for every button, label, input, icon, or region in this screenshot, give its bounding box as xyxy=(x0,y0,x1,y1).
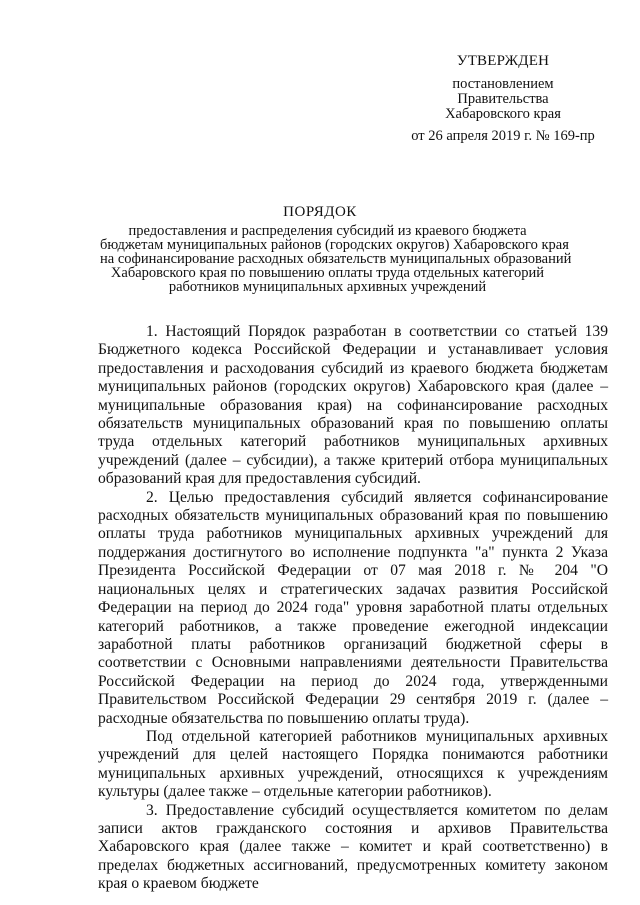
paragraph-4: 3. Предоставление субсидий осуществляется комитетом по делам записи актов гражданского состояния и архивов Правительства Хабаровского края (далее также – комитет и край соответственно) в пределах бюджетных ассигнований, предусмотренных комитету законом края о краевом бюджете xyxy=(98,801,608,893)
approval-block xyxy=(398,54,608,144)
document-subtitle xyxy=(100,223,572,295)
approval-by-line: постановлением xyxy=(452,76,554,92)
subtitle-line: бюджетам муниципальных районов (городских округов) Хабаровского края xyxy=(100,237,569,253)
paragraph-2: 2. Целью предоставления субсидий является софинансирование расходных обязательств муниципальных образований края по повышению оплаты труда работников муниципальных архивных учреждений для поддержания достигнутого во исполнение подпункта "а" пункта 2 Указа Президента Российской Федерации от 07 мая 2018 г. № 204 "О национальных целях и стратегических задачах развития Российской Федерации на период до 2024 года" уровня заработной платы отдельных категорий работников, а также проведение ежегодной индексации заработной платы работников организаций бюджетной сферы в соответствии с Основными направлениями деятельности Правительства Российской Федерации на период до 2024 года, утвержденными Правительством Российской Федерации 29 сентября 2019 г. (далее – расходные обязательства по повышению оплаты труда). xyxy=(98,488,608,727)
approval-date: от 26 апреля 2019 г. № 169-пр xyxy=(411,128,595,144)
approval-by-line: Правительства xyxy=(457,91,549,107)
paragraph-3: Под отдельной категорией работников муниципальных архивных учреждений для целей настоящего Порядка понимаются работники муниципальных архивных учреждений, относящихся к учреждениям культуры (далее также – отдельные категории работников). xyxy=(98,727,608,801)
subtitle-line: предоставления и распределения субсидий из краевого бюджета xyxy=(128,223,527,239)
approval-by-line: Хабаровского края xyxy=(445,106,561,122)
paragraph-1: 1. Настоящий Порядок разработан в соответствии со статьей 139 Бюджетного кодекса Российской Федерации и устанавливает условия предоставления и расходования субсидий из краевого бюджета бюджетам муниципальных районов (городских округов) Хабаровского края (далее – муниципальные образования края) на софинансирование расходных обязательств муниципальных образований края по повышению оплаты труда отдельных категорий работников муниципальных архивных учреждений (далее – субсидии), а также критерий отбора муниципальных образований края для предоставления субсидий. xyxy=(98,323,608,488)
subtitle-line: работников муниципальных архивных учреждений xyxy=(168,279,487,295)
approval-heading: УТВЕРЖДЕН xyxy=(456,53,550,69)
document-body xyxy=(98,323,608,894)
subtitle-line: Хабаровского края по повышению оплаты труда отдельных категорий xyxy=(110,265,545,281)
subtitle-line: на софинансирование расходных обязательств муниципальных образований xyxy=(100,251,572,267)
document-title: ПОРЯДОК xyxy=(283,204,357,220)
